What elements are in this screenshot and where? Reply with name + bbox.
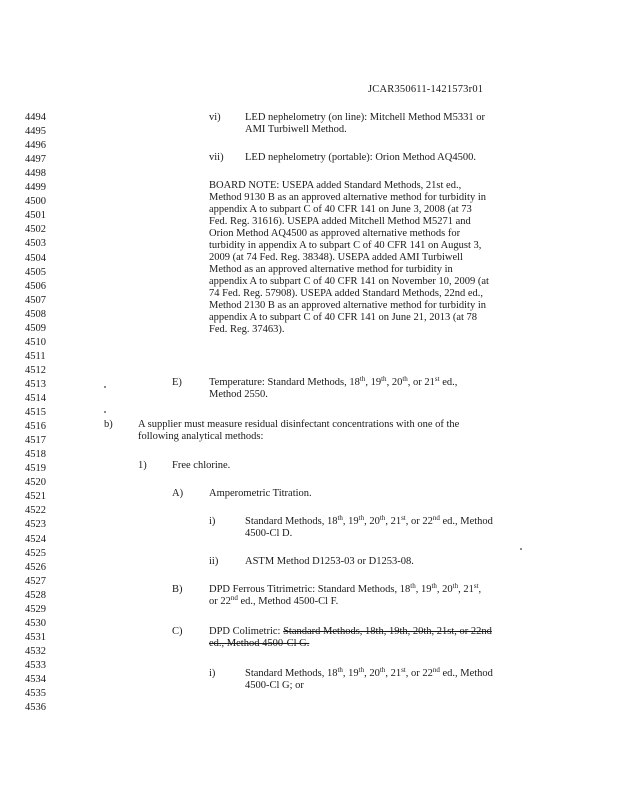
line-number: 4506	[25, 280, 46, 292]
board-note-line: Fed. Reg. 37463).	[209, 324, 285, 335]
board-note-line: Method 2130 B as an approved alternative method for turbidity in	[209, 300, 487, 311]
line-number: 4533	[25, 659, 46, 671]
board-note-line: turbidity in appendix A to subpart C of 40 CFR 141 on August 3,	[209, 240, 482, 251]
line-number: 4521	[25, 491, 46, 503]
line-number: 4514	[25, 393, 46, 404]
item-E-line2: Method 2550.	[209, 389, 268, 400]
item-vi-line1: LED nephelometry (on line): Mitchell Method M5331 or	[245, 112, 485, 123]
line-number: 4518	[25, 449, 46, 461]
line-number: 4530	[25, 617, 46, 629]
line-number: 4520	[25, 477, 46, 489]
item-C-i-marker: i)	[209, 668, 216, 679]
item-A-i-marker: i)	[209, 516, 216, 527]
line-number: 4524	[25, 533, 46, 545]
line-number: 4522	[25, 505, 46, 517]
line-number: 4501	[25, 210, 46, 222]
item-vii-marker: vii)	[209, 152, 224, 163]
line-number: 4527	[25, 575, 46, 587]
line-number: 4531	[25, 631, 46, 643]
line-number: 4508	[25, 308, 46, 320]
line-number: 4494	[25, 112, 46, 123]
item-vi-marker: vi)	[209, 112, 221, 123]
line-number: 4495	[25, 126, 46, 138]
board-note-line: Method 9130 B as an approved alternative method for turbidity in	[209, 192, 487, 203]
deleted-text: Standard Methods, 18th, 19th, 20th, 21st, or 22nd	[283, 626, 492, 637]
line-number: 4525	[25, 547, 46, 559]
line-number: 4507	[25, 294, 46, 306]
line-number: 4535	[25, 688, 46, 700]
line-number: 4497	[25, 154, 46, 166]
scan-speck	[104, 411, 106, 413]
document-id: JCAR350611-1421573r01	[368, 84, 484, 95]
line-number: 4528	[25, 589, 46, 601]
line-number: 4519	[25, 463, 46, 475]
item-vi-line2: AMI Turbiwell Method.	[245, 124, 347, 135]
item-C-line2	[209, 638, 309, 650]
line-number: 4498	[25, 168, 46, 180]
item-C-i-line1: Standard Methods, 18th, 19th, 20th, 21st, or 22nd ed., Method	[245, 666, 493, 679]
item-A-ii-text: ASTM Method D1253-03 or D1253-08.	[245, 556, 414, 567]
item-C-marker: C)	[172, 626, 183, 637]
line-number: 4504	[25, 252, 46, 264]
board-note-line: appendix A to subpart C of 40 CFR 141 on June 3, 2008 (at 73	[209, 204, 472, 215]
line-number: 4526	[25, 561, 46, 573]
board-note-line: 74 Fed. Reg. 57908). USEPA added Standard Methods, 22nd ed.,	[209, 288, 484, 299]
item-B-marker: B)	[172, 584, 183, 595]
board-note-line: appendix A to subpart C of 40 CFR 141 on November 10, 2009 (at	[209, 276, 489, 287]
line-number: 4505	[25, 266, 46, 278]
line-number: 4513	[25, 378, 46, 390]
item-B-line2: or 22nd ed., Method 4500-Cl F.	[209, 594, 339, 607]
item-1-marker: 1)	[138, 460, 147, 471]
item-b-line2: following analytical methods:	[138, 431, 264, 442]
board-note-line: appendix A to subpart C of 40 CFR 141 on June 21, 2013 (at 78	[209, 312, 478, 323]
board-note-line: Fed. Reg. 31616). USEPA added Mitchell Method M5271 and	[209, 216, 471, 227]
item-b-marker: b)	[104, 419, 113, 430]
line-number: 4500	[25, 196, 46, 208]
item-vii-line1: LED nephelometry (portable): Orion Method AQ4500.	[245, 152, 476, 163]
line-number: 4512	[25, 364, 46, 376]
item-b-line1: A supplier must measure residual disinfectant concentrations with one of the	[138, 419, 460, 430]
line-number: 4516	[25, 421, 46, 433]
line-number: 4529	[25, 603, 46, 615]
item-C-line1: DPD Colimetric: Standard Methods, 18th, 19th, 20th, 21st, or 22nd	[209, 626, 492, 637]
item-E-line1: Temperature: Standard Methods, 18th, 19th, 20th, or 21st ed.,	[209, 375, 458, 388]
board-note-line: BOARD NOTE: USEPA added Standard Methods, 21st ed.,	[209, 180, 462, 191]
board-note-line: Orion Method AQ4500 as approved alternative methods for	[209, 228, 461, 239]
item-A-text: Amperometric Titration.	[209, 488, 312, 499]
line-number: 4536	[25, 702, 46, 714]
line-number: 4534	[25, 674, 46, 685]
item-C-i-line2: 4500-Cl G; or	[245, 680, 304, 691]
line-number: 4502	[25, 224, 46, 236]
item-E-marker: E)	[172, 377, 182, 388]
line-number: 4532	[25, 645, 46, 657]
line-number: 4509	[25, 322, 46, 334]
line-number: 4515	[25, 407, 46, 419]
board-note-line: Method as an approved alternative method for turbidity in	[209, 264, 453, 275]
item-B-line1: DPD Ferrous Titrimetric: Standard Methods, 18th, 19th, 20th, 21st,	[209, 582, 482, 595]
line-number: 4503	[25, 238, 46, 250]
line-number: 4511	[25, 350, 46, 362]
item-A-i-line2: 4500-Cl D.	[245, 528, 293, 539]
board-note-line: 2009 (at 74 Fed. Reg. 38348). USEPA added AMI Turbiwell	[209, 252, 463, 263]
line-number: 4517	[25, 435, 46, 447]
line-number: 4496	[25, 140, 46, 152]
line-number: 4510	[25, 336, 46, 348]
scan-speck	[520, 548, 522, 550]
item-A-ii-marker: ii)	[209, 556, 219, 567]
item-1-text: Free chlorine.	[172, 460, 231, 471]
scan-speck	[104, 386, 106, 388]
deleted-text: ed., Method 4500-Cl G.	[209, 638, 310, 649]
line-number: 4523	[25, 519, 46, 531]
line-number: 4499	[25, 182, 46, 194]
item-A-marker: A)	[172, 488, 184, 499]
item-A-i-line1: Standard Methods, 18th, 19th, 20th, 21st, or 22nd ed., Method	[245, 514, 493, 527]
